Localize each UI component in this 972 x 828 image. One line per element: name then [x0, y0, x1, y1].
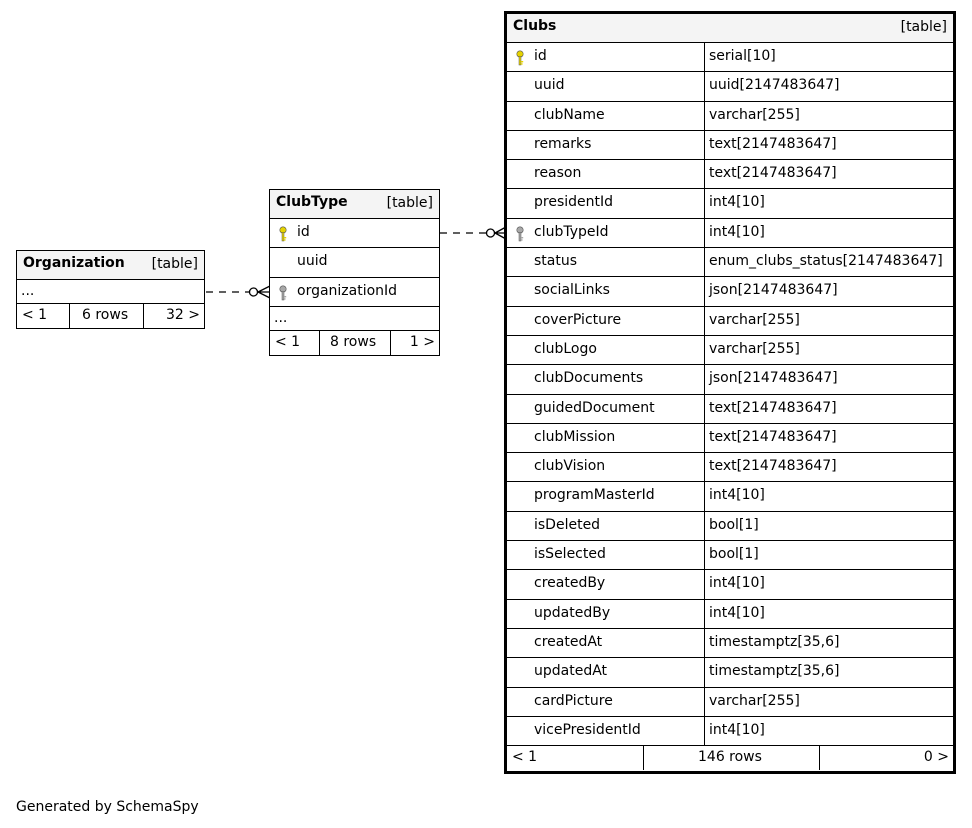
relation-optional-circle [487, 229, 495, 237]
column-type: timestamptz[35,6] [709, 663, 840, 680]
column-divider [704, 189, 705, 218]
table-header [17, 251, 204, 280]
column-row-createdBy[interactable] [507, 570, 953, 599]
column-list [270, 219, 439, 307]
column-row-isDeleted[interactable] [507, 512, 953, 541]
table-type-label: [table] [386, 195, 433, 211]
divider [69, 304, 70, 328]
column-divider [704, 277, 705, 306]
column-name: status [534, 253, 578, 270]
column-divider [704, 629, 705, 658]
nav-prev[interactable]: < 1 [275, 333, 301, 350]
divider [143, 304, 144, 328]
column-name: programMasterId [534, 487, 655, 504]
table-navigation [17, 304, 204, 328]
column-name: socialLinks [534, 282, 610, 299]
column-name: updatedAt [534, 663, 608, 680]
column-name: createdBy [534, 575, 606, 592]
column-type: text[2147483647] [709, 458, 837, 475]
column-name: presidentId [534, 194, 614, 211]
column-row-programMasterId[interactable] [507, 482, 953, 511]
column-divider [704, 43, 705, 72]
column-type: bool[1] [709, 516, 759, 533]
table-type-label: [table] [900, 19, 947, 35]
nav-prev[interactable]: < 1 [22, 307, 48, 323]
column-type: int4[10] [709, 604, 765, 621]
foreign-key-icon [277, 285, 289, 301]
relation-optional-circle [250, 288, 258, 296]
column-type: int4[10] [709, 194, 765, 211]
nav-prev[interactable]: < 1 [512, 749, 538, 766]
column-divider [704, 219, 705, 248]
column-type: text[2147483647] [709, 399, 837, 416]
primary-key-icon [514, 50, 526, 66]
column-name: coverPicture [534, 311, 622, 328]
nav-next[interactable]: 1 > [409, 333, 435, 350]
column-name: guidedDocument [534, 399, 655, 416]
column-name: isDeleted [534, 516, 601, 533]
column-name: vicePresidentId [534, 721, 641, 738]
column-divider [704, 365, 705, 394]
column-row-createdAt[interactable] [507, 629, 953, 658]
column-row-id[interactable] [270, 219, 439, 248]
column-type: serial[10] [709, 48, 776, 64]
column-type: text[2147483647] [709, 428, 837, 445]
column-type: uuid[2147483647] [709, 77, 840, 94]
column-name: clubVision [534, 458, 606, 475]
column-name: remarks [534, 135, 592, 152]
column-divider [704, 482, 705, 511]
column-divider [704, 72, 705, 101]
table-header [507, 14, 953, 43]
primary-key-icon [277, 226, 289, 242]
column-row-vicePresidentId[interactable] [507, 717, 953, 746]
divider [643, 746, 644, 770]
table-navigation [507, 746, 953, 770]
column-name: cardPicture [534, 692, 613, 709]
clubtype-table[interactable] [269, 189, 440, 356]
column-name: clubTypeId [534, 223, 609, 240]
column-divider [704, 658, 705, 687]
column-name: clubLogo [534, 340, 597, 357]
column-row-updatedBy[interactable] [507, 600, 953, 629]
column-divider [704, 600, 705, 629]
column-name: isSelected [534, 546, 606, 563]
column-name: uuid [297, 253, 328, 270]
column-type: varchar[255] [709, 340, 800, 357]
column-divider [704, 336, 705, 365]
column-row-clubMission[interactable] [507, 424, 953, 453]
column-row-presidentId[interactable] [507, 189, 953, 218]
column-name: updatedBy [534, 604, 611, 621]
column-row-organizationId[interactable] [270, 278, 439, 307]
clubs-table[interactable] [504, 11, 956, 774]
row-count: 146 rows [698, 749, 762, 766]
column-row-clubLogo[interactable] [507, 336, 953, 365]
column-type: varchar[255] [709, 106, 800, 123]
column-type: int4[10] [709, 223, 765, 240]
column-row-clubVision[interactable] [507, 453, 953, 482]
column-name: clubMission [534, 428, 616, 445]
column-divider [704, 453, 705, 482]
column-type: json[2147483647] [709, 282, 838, 299]
organization-table[interactable] [16, 250, 205, 329]
column-row-isSelected[interactable] [507, 541, 953, 570]
column-type: json[2147483647] [709, 370, 838, 387]
column-type: enum_clubs_status[2147483647] [709, 253, 943, 270]
column-type: varchar[255] [709, 692, 800, 709]
row-count: 6 rows [82, 307, 129, 323]
column-row-status[interactable] [507, 248, 953, 277]
column-row-uuid[interactable] [507, 72, 953, 101]
column-divider [704, 248, 705, 277]
column-divider [704, 102, 705, 131]
column-type: int4[10] [709, 487, 765, 504]
column-row-socialLinks[interactable] [507, 277, 953, 306]
column-divider [704, 570, 705, 599]
column-name: id [534, 48, 547, 64]
table-header [270, 190, 439, 219]
column-list [507, 43, 953, 746]
table-name[interactable]: ClubType [276, 194, 348, 210]
column-row-clubTypeId[interactable] [507, 219, 953, 248]
column-row-uuid[interactable] [270, 248, 439, 277]
column-name: organizationId [297, 282, 398, 299]
table-name[interactable]: Organization [23, 255, 125, 271]
column-name: createdAt [534, 633, 603, 650]
column-type: text[2147483647] [709, 135, 837, 152]
column-type: varchar[255] [709, 311, 800, 328]
column-row-remarks[interactable] [507, 131, 953, 160]
column-type: bool[1] [709, 546, 759, 563]
more-columns-ellipsis: ... [17, 280, 204, 304]
divider [319, 331, 320, 355]
column-name: reason [534, 165, 582, 182]
column-divider [704, 512, 705, 541]
table-name[interactable]: Clubs [513, 18, 557, 34]
column-row-id[interactable] [507, 43, 953, 72]
column-divider [704, 541, 705, 570]
nav-next[interactable]: 0 > [923, 749, 949, 766]
column-divider [704, 307, 705, 336]
table-type-label: [table] [151, 256, 198, 272]
column-name: clubName [534, 106, 605, 123]
foreign-key-icon [514, 226, 526, 242]
column-row-guidedDocument[interactable] [507, 395, 953, 424]
column-row-coverPicture[interactable] [507, 307, 953, 336]
generator-credit: Generated by SchemaSpy [16, 799, 199, 815]
column-row-clubName[interactable] [507, 102, 953, 131]
column-divider [704, 131, 705, 160]
column-divider [704, 717, 705, 746]
column-row-cardPicture[interactable] [507, 688, 953, 717]
divider [819, 746, 820, 770]
nav-next[interactable]: 32 > [166, 307, 200, 323]
column-name: id [297, 224, 310, 240]
column-type: int4[10] [709, 575, 765, 592]
column-row-updatedAt[interactable] [507, 658, 953, 687]
row-count: 8 rows [330, 333, 377, 350]
table-navigation [270, 331, 439, 355]
column-type: text[2147483647] [709, 165, 837, 182]
column-divider [704, 688, 705, 717]
column-type: timestamptz[35,6] [709, 633, 840, 650]
column-divider [704, 424, 705, 453]
column-type: int4[10] [709, 721, 765, 738]
column-row-clubDocuments[interactable] [507, 365, 953, 394]
column-divider [704, 395, 705, 424]
column-row-reason[interactable] [507, 160, 953, 189]
more-columns-ellipsis: ... [270, 307, 439, 331]
column-name: uuid [534, 77, 565, 94]
column-divider [704, 160, 705, 189]
divider [390, 331, 391, 355]
column-name: clubDocuments [534, 370, 644, 387]
